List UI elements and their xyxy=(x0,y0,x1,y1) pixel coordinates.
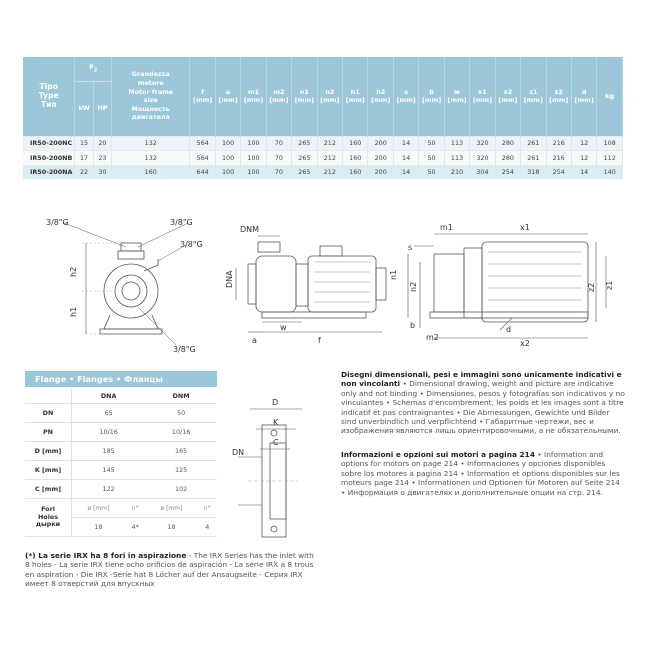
table-cell: 23 xyxy=(93,151,111,166)
table-cell: 100 xyxy=(241,136,266,151)
table-cell: 132 xyxy=(112,136,190,151)
table-cell: 50 xyxy=(419,165,444,179)
header-dim-s: s [mm] xyxy=(393,57,418,136)
flange-dim-DN: DN xyxy=(232,448,245,457)
table-cell: 100 xyxy=(241,165,266,179)
dim-label-n2: n2 xyxy=(409,281,418,292)
table-cell: 30 xyxy=(93,165,111,179)
pump-volute-shape xyxy=(100,243,162,334)
table-cell: 17 xyxy=(75,151,93,166)
flange-val-dnm: 50 xyxy=(145,404,217,423)
table-cell: 200 xyxy=(368,151,393,166)
table-cell: 160 xyxy=(343,136,368,151)
table-row xyxy=(23,165,623,179)
flange-val-dna: 185 xyxy=(72,442,146,461)
header-p2: $P_2$ xyxy=(75,57,112,81)
table-cell: 265 xyxy=(292,136,317,151)
dim-label-n1: n1 xyxy=(389,269,398,280)
header-dim-w: w [mm] xyxy=(444,57,469,136)
flange-col-dna: DNA xyxy=(72,389,146,404)
fori-sub-dnm-dia: ø [mm] xyxy=(145,499,197,518)
table-cell: 254 xyxy=(495,165,520,179)
table-cell: 100 xyxy=(215,151,240,166)
flange-row-label: C [mm] xyxy=(25,480,72,499)
gauge-label-3: 3/8"G xyxy=(180,240,203,249)
side-motor-shape xyxy=(262,246,386,318)
dim-label-z1: z1 xyxy=(605,280,614,290)
table-cell: 160 xyxy=(343,151,368,166)
model-cell: IR50-200NC xyxy=(23,136,75,151)
gauge-label-4: 3/8"G xyxy=(173,345,196,354)
table-cell: 100 xyxy=(215,136,240,151)
table-cell: 212 xyxy=(317,165,342,179)
dim-label-s: s xyxy=(408,243,413,252)
header-tipo: Tipo Type Тип xyxy=(23,57,75,136)
flange-row xyxy=(25,404,217,423)
fori-sub-dna-dia: ø [mm] xyxy=(72,499,126,518)
table-cell: 304 xyxy=(470,165,495,179)
flange-row xyxy=(25,442,217,461)
fori-sub-dna-n: n° xyxy=(125,499,145,518)
table-cell: 216 xyxy=(546,136,571,151)
flange-row-label: DN xyxy=(25,404,72,423)
flange-corner xyxy=(25,389,72,404)
table-cell: 564 xyxy=(190,151,215,166)
header-hp: HP xyxy=(93,81,111,136)
dim-label-m2: m2 xyxy=(426,333,439,342)
header-dim-f: f [mm] xyxy=(190,57,215,136)
dimension-table xyxy=(23,57,623,179)
dim-label-z2: z2 xyxy=(587,282,596,292)
header-dim-m2: m2 [mm] xyxy=(266,57,291,136)
flange-val-dna: 65 xyxy=(72,404,146,423)
dim-label-b: b xyxy=(410,321,416,330)
table-cell: 14 xyxy=(393,165,418,179)
pump-side-drawing xyxy=(222,212,397,362)
dim-label-a: a xyxy=(252,336,257,345)
table-cell: 12 xyxy=(571,136,596,151)
table-cell: 15 xyxy=(75,136,93,151)
flange-section xyxy=(25,371,217,537)
table-cell: 50 xyxy=(419,151,444,166)
flange-row-label: PN xyxy=(25,423,72,442)
header-motor-size: Grandezza motore Motor frame size Мощность двигателя xyxy=(112,57,190,136)
table-cell: 100 xyxy=(215,165,240,179)
fori-val-dnm-dia: 18 xyxy=(145,518,197,537)
dim-label-f: f xyxy=(318,336,321,345)
note-motor-info: Informazioni e opzioni sui motori a pagina 214 • Information and options for motors on page 214 • Informaciones y opciones disponibles sobre los motores a pagina 214 • Information et options disponibles sur les moteurs page 214 • Informationen und Optionen für Motoren auf Seite 214 • Информация о двигателях и дополнительные опции на стр. 214. xyxy=(341,450,620,497)
flange-table xyxy=(25,389,217,537)
flange-val-dna: 145 xyxy=(72,461,146,480)
header-dim-z2: z2 [mm] xyxy=(546,57,571,136)
table-cell: 216 xyxy=(546,151,571,166)
fori-val-dna-n: 4* xyxy=(125,518,145,537)
table-cell: 14 xyxy=(393,151,418,166)
flange-title: Flange • Flanges • Фланцы xyxy=(25,371,217,387)
table-cell: 70 xyxy=(266,151,291,166)
dim-label-w: w xyxy=(280,323,287,332)
table-cell: 564 xyxy=(190,136,215,151)
header-dim-z1: z1 [mm] xyxy=(521,57,546,136)
table-cell: 70 xyxy=(266,136,291,151)
table-cell: 254 xyxy=(546,165,571,179)
table-cell: 70 xyxy=(266,165,291,179)
side-pump-shape xyxy=(248,242,308,312)
flange-dim-C: C xyxy=(273,438,279,447)
table-cell: 261 xyxy=(521,151,546,166)
table-cell: 320 xyxy=(470,136,495,151)
table-cell: 50 xyxy=(419,136,444,151)
flange-val-dna: 10/16 xyxy=(72,423,146,442)
flange-row xyxy=(25,461,217,480)
note-disclaimer: Disegni dimensionali, pesi e immagini sono unicamente indicativi e non vincolanti • Dimensional drawing, weight and picture are indicative only and not binding • Dimensiones, pesos y fotografías son indicativos y no vinculantes • Schemas d'encombrement, les poids et les images sont a titre indicatif et pas contraignantes • Die Abmessungen, Gewichte und Bilder sind unverbindlich und verpflichtend • Габаритные чертежи, вес и изображения являются лишь ориентировочными, а не обязательными. xyxy=(341,370,625,436)
table-row xyxy=(23,151,623,166)
dim-label-h1: h1 xyxy=(69,306,78,317)
flange-dim-K: K xyxy=(273,418,279,427)
model-cell: IR50-200NB xyxy=(23,151,75,166)
table-cell: 108 xyxy=(597,136,623,151)
dim-label-x1: x1 xyxy=(520,223,530,232)
header-dim-x2: x2 [mm] xyxy=(495,57,520,136)
table-cell: 200 xyxy=(368,136,393,151)
gauge-label-2: 3/8"G xyxy=(170,218,193,227)
flange-val-dnm: 125 xyxy=(145,461,217,480)
dim-label-m1: m1 xyxy=(440,223,453,232)
table-cell: 644 xyxy=(190,165,215,179)
flange-val-dna: 122 xyxy=(72,480,146,499)
table-cell: 265 xyxy=(292,151,317,166)
table-cell: 113 xyxy=(444,151,469,166)
table-cell: 212 xyxy=(317,151,342,166)
table-cell: 160 xyxy=(343,165,368,179)
flange-val-dnm: 102 xyxy=(145,480,217,499)
table-cell: 12 xyxy=(571,151,596,166)
note-irx-series: (*) La serie IRX ha 8 fori in aspirazione - The IRX Series has the inlet with 8 holes - La serie IRX tiene ocho orificios de aspiración - La série IRX a 8 trous en aspiration - Die IRX -Serie hat 8 Löcher auf der Ansaugseite - Серия IRX имеет 8 отверстий для впускных xyxy=(25,551,314,589)
table-cell: 113 xyxy=(444,136,469,151)
pump-top-drawing xyxy=(389,216,615,361)
table-cell: 318 xyxy=(521,165,546,179)
table-cell: 160 xyxy=(112,165,190,179)
table-cell: 280 xyxy=(495,136,520,151)
flange-row-label: K [mm] xyxy=(25,461,72,480)
header-dim-x1: x1 [mm] xyxy=(470,57,495,136)
table-cell: 14 xyxy=(393,136,418,151)
table-cell: 265 xyxy=(292,165,317,179)
table-cell: 210 xyxy=(444,165,469,179)
flange-val-dnm: 165 xyxy=(145,442,217,461)
flange-fori-label: Fori Holes дырки xyxy=(25,499,72,537)
header-dim-m1: m1 [mm] xyxy=(241,57,266,136)
model-cell: IR50-200NA xyxy=(23,165,75,179)
dim-label-d: d xyxy=(506,325,512,334)
header-dim-h1: h1 [mm] xyxy=(343,57,368,136)
table-cell: 20 xyxy=(93,136,111,151)
table-row xyxy=(23,136,623,151)
fori-val-dna-dia: 18 xyxy=(72,518,126,537)
flange-dim-D: D xyxy=(272,398,279,407)
table-cell: 100 xyxy=(241,151,266,166)
flange-drawing xyxy=(228,395,333,545)
header-dim-a: a [mm] xyxy=(215,57,240,136)
flange-val-dnm: 10/16 xyxy=(145,423,217,442)
table-cell: 140 xyxy=(597,165,623,179)
flange-col-dnm: DNM xyxy=(145,389,217,404)
table-cell: 112 xyxy=(597,151,623,166)
flange-row xyxy=(25,480,217,499)
header-kw: kW xyxy=(75,81,93,136)
flange-row-label: D [mm] xyxy=(25,442,72,461)
table-cell: 22 xyxy=(75,165,93,179)
table-cell: 132 xyxy=(112,151,190,166)
table-cell: 261 xyxy=(521,136,546,151)
header-dim-h2: h2 [mm] xyxy=(368,57,393,136)
dim-label-x2: x2 xyxy=(520,339,530,348)
table-cell: 14 xyxy=(571,165,596,179)
dim-label-h2: h2 xyxy=(69,266,78,277)
flange-row xyxy=(25,423,217,442)
top-pump-shape xyxy=(430,242,588,322)
pump-front-drawing xyxy=(28,207,228,357)
header-dim-n2: n2 [mm] xyxy=(317,57,342,136)
header-kg: kg xyxy=(597,57,623,136)
dim-label-dna: DNA xyxy=(225,270,234,288)
table-cell: 320 xyxy=(470,151,495,166)
table-cell: 212 xyxy=(317,136,342,151)
header-dim-d: d [mm] xyxy=(571,57,596,136)
header-dim-b: b [mm] xyxy=(419,57,444,136)
gauge-label-1: 3/8"G xyxy=(46,218,69,227)
dim-label-dnm: DNM xyxy=(240,225,260,234)
fori-sub-dnm-n: n° xyxy=(198,499,217,518)
fori-val-dnm-n: 4 xyxy=(198,518,217,537)
table-cell: 200 xyxy=(368,165,393,179)
table-cell: 280 xyxy=(495,151,520,166)
header-dim-n1: n1 [mm] xyxy=(292,57,317,136)
